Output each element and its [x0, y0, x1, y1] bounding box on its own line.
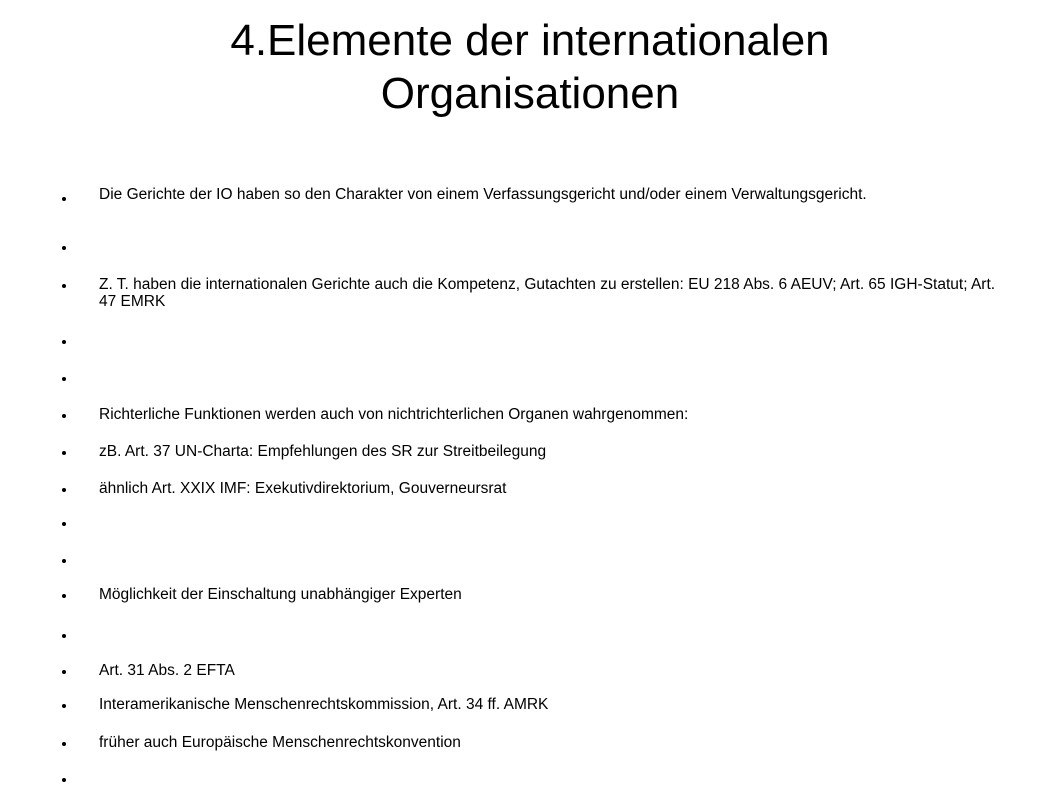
- bullet-text: Interamerikanische Menschenrechtskommission, Art. 34 ff. AMRK: [99, 696, 549, 713]
- bullet-icon: [62, 414, 66, 418]
- bullet-icon: [62, 594, 66, 598]
- bullet-icon: [62, 451, 66, 455]
- bullet-text: zB. Art. 37 UN-Charta: Empfehlungen des SR zur Streitbeilegung: [99, 443, 547, 460]
- bullet-icon: [62, 488, 66, 492]
- bullet-text: Die Gerichte der IO haben so den Charakter von einem Verfassungsgericht und/oder einem Verwaltungsgericht.: [99, 186, 867, 203]
- bullet-text: früher auch Europäische Menschenrechtskonvention: [99, 734, 461, 751]
- bullet-text: Z. T. haben die internationalen Gerichte auch die Kompetenz, Gutachten zu erstellen: EU 218 Abs. 6 AEUV; Art. 65 IGH-Statut; Art. 47 EMRK: [99, 276, 996, 310]
- bullet-text: Möglichkeit der Einschaltung unabhängiger Experten: [99, 586, 462, 603]
- bullet-text: Art. 31 Abs. 2 EFTA: [99, 662, 235, 679]
- bullet-icon: [62, 670, 66, 674]
- bullet-icon: [62, 377, 66, 381]
- bullet-icon: [62, 197, 66, 201]
- bullet-icon: [62, 704, 66, 708]
- bullet-icon: [62, 778, 66, 782]
- slide-title-line-1: 4.Elemente der internationalen: [230, 16, 830, 65]
- bullet-icon: [62, 559, 66, 563]
- slide-title-line-2: Organisationen: [380, 69, 680, 118]
- bullet-text: Richterliche Funktionen werden auch von nichtrichterlichen Organen wahrgenommen:: [99, 406, 689, 423]
- bullet-icon: [62, 742, 66, 746]
- bullet-icon: [62, 522, 66, 526]
- bullet-icon: [62, 284, 66, 288]
- bullet-icon: [62, 634, 66, 638]
- bullet-icon: [62, 246, 66, 250]
- bullet-icon: [62, 340, 66, 344]
- bullet-text: ähnlich Art. XXIX IMF: Exekutivdirektorium, Gouverneursrat: [99, 480, 507, 497]
- slide-title: [60, 14, 1000, 120]
